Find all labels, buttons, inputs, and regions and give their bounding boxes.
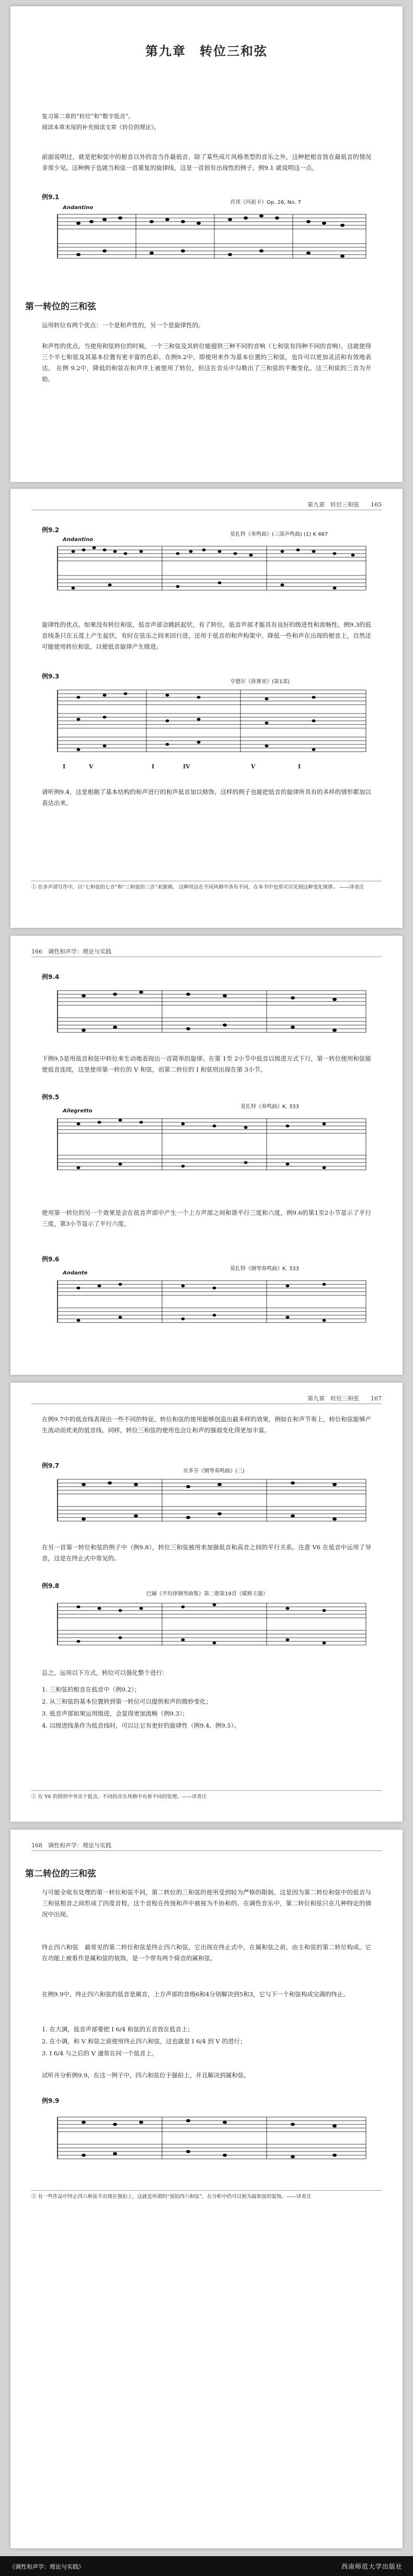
score-example-9-8 <box>42 1598 371 1655</box>
example-label: 例9.2 <box>42 526 60 534</box>
paragraph: 运用转位有两个优点：一个是和声性的，另一个是旋律性的。 <box>42 321 204 329</box>
tempo-marking: Andante <box>63 1270 88 1276</box>
roman-numeral: IV <box>183 763 190 770</box>
tempo-marking: Andantino <box>63 537 94 543</box>
paragraph: 使用第一转位的另一个效果是会在低音声部中产生一个上方声部之间和谐平行三度和六度，例9.6的第1至2小节显示了平行三度，第3小节显示了平行六度。 <box>42 1209 371 1227</box>
running-header: 第九章 转位三和弦 167 <box>307 1395 382 1402</box>
page-number: 167 <box>371 1395 382 1402</box>
example-label: 例9.1 <box>42 193 60 201</box>
list-item: 3. I 6/4 与之后的 V 通常在同一个低音上。 <box>42 2050 158 2057</box>
section-heading: 第二转位的三和弦 <box>25 1869 96 1879</box>
paragraph: 下例9.5是用低音和弦中转位来生动地表现出一首简单的旋律。在第 1至 2小节中低音以级进方式下行，第一转位使用和弦能使低音连续，这里使用第一转位的 V 和弦，而第二转位的 I 和弦则出现在第 3小节。 <box>42 1055 371 1073</box>
roman-numeral: V <box>251 763 256 770</box>
example-caption: 肖邦《玛祖卡》Op. 26, No. 7 <box>230 200 301 205</box>
running-header: 168 调性和声学：理论与实践 <box>31 1842 111 1849</box>
paragraph: 在例9.9中，终止四六和弦的低音是属音，上方声部的音级6和4分别解决到5和3，它与下一个和弦构成完满的终止。 <box>42 1991 350 1998</box>
score-example-9-6 <box>42 1275 371 1333</box>
paragraph: 终止四六和弦 最常见的第二转位和弦是终止四六和弦，它出现在终止式中，在属和弦之前，由主和弦的第二转位构成。它在功能上被看作是属和弦的装饰，是一个带有两个倚音的属和弦。 <box>42 1944 371 1962</box>
page-1 <box>10 6 403 482</box>
paragraph: 旋律性的优点。如果没有转位和弦，低音声部会跳跃起伏，有了转位，低音声部才能具有良好的级进性和流畅性。例9.3的低音线条只在五度上产生起伏，有时在弦乐之间来回行进，还用于低音的和声构架中，降低一些和声在出现的根音上，自然还可能使用转位和弦，以使低音旋律产生级进。 <box>42 621 371 650</box>
chapter-title: 第九章 转位三和弦 <box>145 44 268 59</box>
page-2 <box>10 489 403 928</box>
roman-numeral: V <box>89 763 94 770</box>
page-3 <box>10 936 403 1375</box>
rules-list <box>42 2023 371 2060</box>
score-example-9-3 <box>42 685 371 774</box>
paragraph: 请听例9.4，这是根据了基本结构的和声进行的和声低音加以修饰，这样的例子也能把低音的旋律所具有的多样的情形都加以表达出来。 <box>42 788 371 807</box>
list-item: 1. 在大调，低音声部要把 I 6/4 和弦的五音放在低音上； <box>42 2026 194 2033</box>
running-header: 166 调性和声学：理论与实践 <box>31 948 111 955</box>
example-label: 例9.9 <box>42 2097 60 2104</box>
roman-numeral: I <box>152 763 155 770</box>
footnote: ① 在多声部写作中，以“七和弦的七音”和“三和弦的三音”来强调。 这种用法在不同风格中各有不同，在本书中也常可以见到这种变化规律。 ——译者注 <box>31 881 382 891</box>
score-example-9-2 <box>42 541 371 604</box>
publisher-name: 西南师范大学出版社 <box>341 2563 403 2570</box>
paragraph: 和声性的优点，当使用和弦转位的时候，一个三和弦及其转位能提供三种不同的音响（七和弦有四种不同的音响），这就使得三个半七和弦及其基本位置有更丰富的色彩。在例9.2中，即使用来作为基本位置的三和弦，也许可以更加灵活和有效地表达。 在例 9.2中，降低的和弦在和声序上被使用了转位，但这在音乐中勾勒出了三和弦的平衡变化。这三和弦的三音为开始。 <box>42 342 371 383</box>
example-label: 例9.8 <box>42 1582 60 1590</box>
summary-list <box>42 1683 371 1732</box>
score-example-9-5 <box>42 1113 371 1181</box>
example-label: 例9.5 <box>42 1094 60 1101</box>
page-5 <box>10 1830 403 2548</box>
footnote: ① 在 V6 的情形中导音于低音。不同的音乐风格中有着不同的处理。——译者注 <box>31 1790 382 1801</box>
paragraph: 总之，运用以下方式，转位可以强化整个进行： <box>42 1669 168 1676</box>
header-rule <box>31 1850 382 1851</box>
example-caption: 莫扎特《奏鸣曲》(三部声鸣曲) (1) K 467 <box>230 532 328 537</box>
roman-numeral: I <box>63 763 66 770</box>
list-item: 2. 从三和弦的基本位置转到第一转位可以提供和声的微妙变化； <box>42 1698 212 1705</box>
list-item: 2. 在小调，和 V 和弦之前使用终止四六和弦，这也就是 I 6/4 到 V 的进行； <box>42 2038 246 2045</box>
paragraph: 在例9.7中的低音线表现出一些不同的特征。转位和弦的使用能够创造出最多样的效果，例如在和声节奏上，转位和弦能够产生流动而优美的低音线。同样，转位三和弦的使用也会让和声的强弱变化得更加丰富。 <box>42 1416 371 1434</box>
footnote: ② 有一些作品中终止四六和弦不出现在强拍上，这就是所谓的“弱拍四六和弦”，在分析中仍可以视为属和弦的装饰。——译者注 <box>31 2190 382 2201</box>
example-caption: 莫扎特《奏鸣曲》K. 333 <box>240 1104 300 1110</box>
score-example-9-7 <box>42 1474 371 1532</box>
example-caption: 贝多芬《钢琴奏鸣曲》(三) <box>183 1468 245 1474</box>
example-caption: 莫扎特《钢琴奏鸣曲》K. 333 <box>230 1266 300 1272</box>
paragraph: 在另一首第一转位和弦的例子中（例9.8），转位三和弦被用来加强低音和高音之间的平行关系。注意 V6 在低音中运用了导音，这是在终止式中常见的。 <box>42 1544 371 1562</box>
page-4 <box>10 1383 403 1822</box>
paragraph: 试听并分析例9.9，在这一例子中，四六和弦位于强拍上，并且解决到属和弦。 <box>42 2072 250 2079</box>
score-example-9-1 <box>42 209 371 272</box>
running-header: 第九章 转位三和弦 165 <box>307 501 382 508</box>
example-label: 例9.6 <box>42 1256 60 1263</box>
list-item: 1. 三和弦的根音在低音中（例9.2）； <box>42 1686 141 1693</box>
paragraph: 与可能全收有处理的第一转位和弦不同，第二转位的三和弦的使用受到较为严格的限制。这是因为第二转位和弦中的低音与三和弦根音之间形成了四度音程，这个音程在传统和声中被视为不协和的。在调性音乐中，第二转位和弦只在几种特定的情况中出现。 <box>42 1889 371 1918</box>
footer-bar <box>0 2556 413 2576</box>
tempo-marking: Andantino <box>63 205 94 211</box>
paragraph: 前面说明过，就是把和弦中的根音以外的音当作最低音，除了某些成片风格类型的音乐之外，这种把根音放在最低音的情况非常少见。这种例子也就当和弦一首重复的旋律线，这是一首很有出现性的例子。例9.1 就说明这一点。 <box>42 153 371 171</box>
example-label: 例9.3 <box>42 673 60 680</box>
tempo-marking: Allegretto <box>63 1108 93 1114</box>
example-label: 例9.4 <box>42 973 60 981</box>
chapter-intro: 复习第二章的“转位”和“数字低音”。 阅读本章末尾的补充阅读文章《转位的理论》。 <box>42 113 160 131</box>
list-item: 4. 以级进线条作为低音线时，可以让它有更好的旋律性（例9.4、例9.5）。 <box>42 1722 240 1729</box>
list-item: 3. 低音声部如果运用级进，会显得更加流畅（例9.3）； <box>42 1710 189 1717</box>
roman-numeral: I <box>298 763 301 770</box>
score-example-9-4 <box>42 985 371 1043</box>
book-title: 《调性和声学：理论与实践》 <box>9 2563 84 2570</box>
score-example-9-9 <box>42 2112 371 2169</box>
example-caption: 亨德尔《弥赛亚》(第1部) <box>230 679 290 685</box>
page-number: 165 <box>371 501 382 508</box>
example-caption: 巴赫《平均律钢琴曲集》第二册第19首（赋格主题） <box>146 1591 268 1597</box>
section-heading: 第一转位的三和弦 <box>25 302 96 312</box>
example-label: 例9.7 <box>42 1462 60 1469</box>
